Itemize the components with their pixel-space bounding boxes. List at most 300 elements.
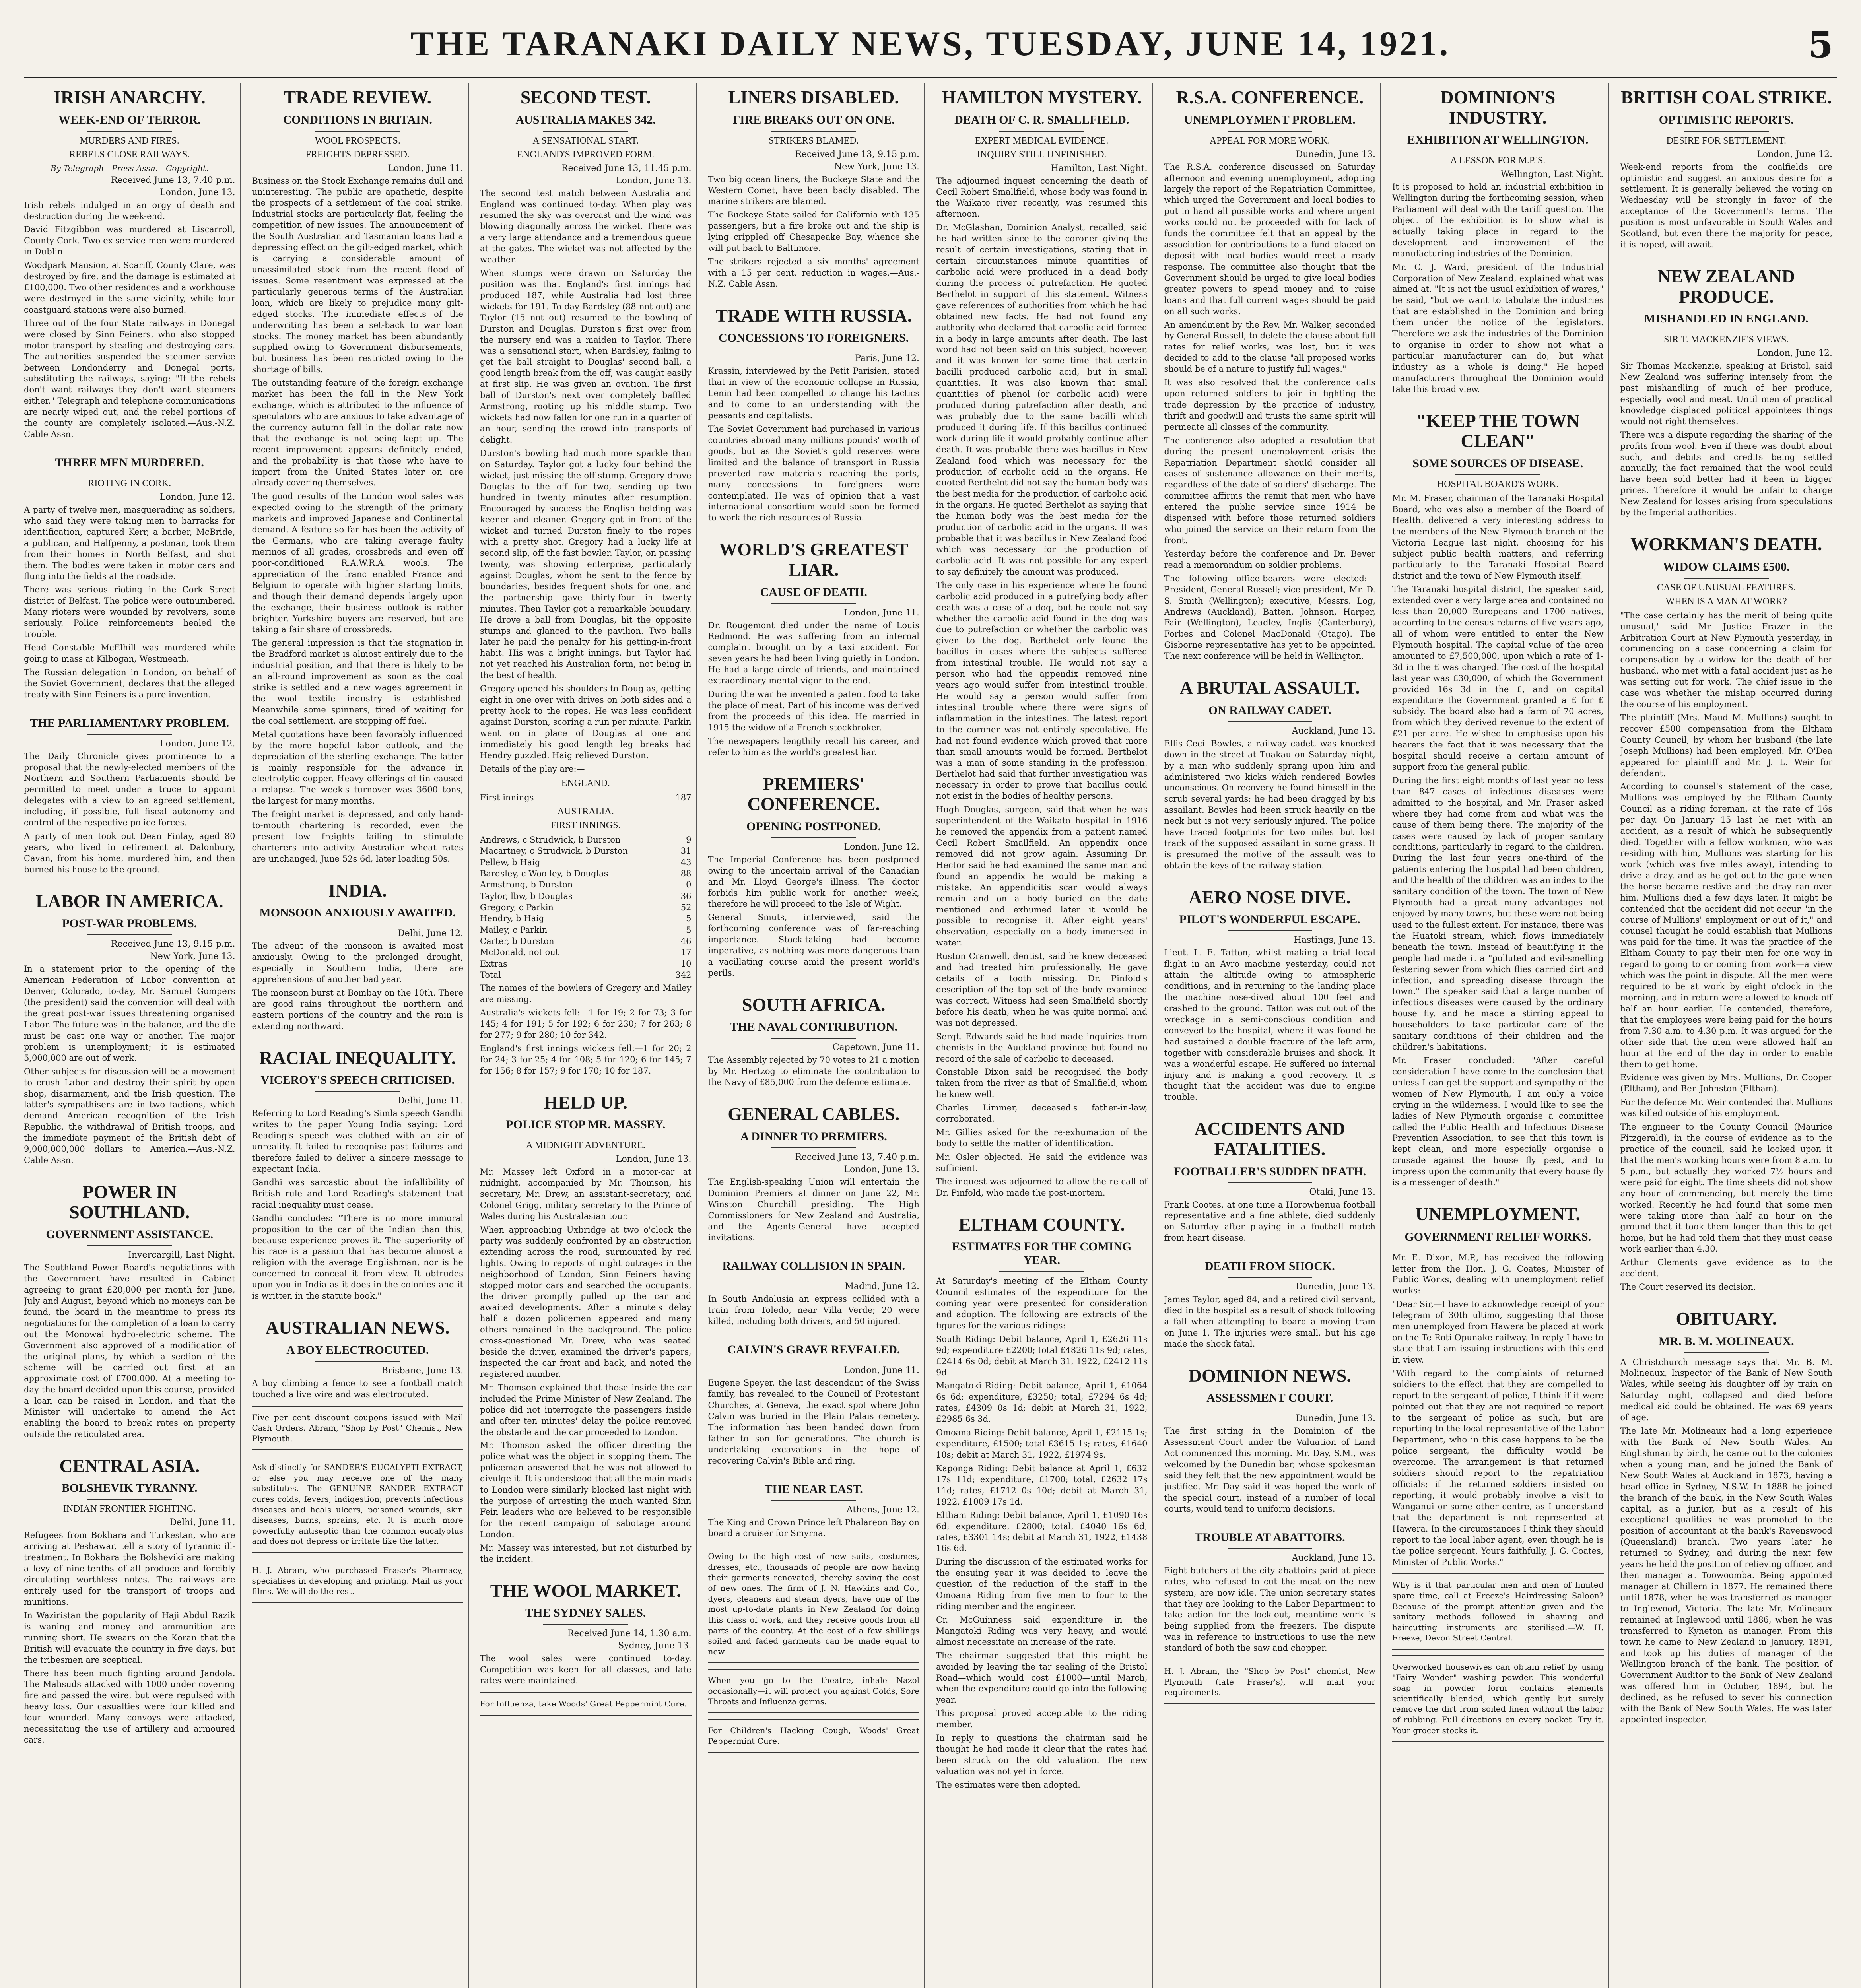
scorecard-row bbox=[480, 891, 692, 902]
body-paragraph: A boy climbing a fence to see a football match touched a live wire and was electrocuted. bbox=[252, 1378, 463, 1399]
news-story bbox=[936, 87, 1148, 1199]
story-subheadline: ASSESSMENT COURT. bbox=[1206, 1391, 1333, 1405]
dateline: London, June 12. bbox=[1757, 149, 1832, 159]
story-subheadline: OPENING POSTPONED. bbox=[746, 819, 881, 833]
story-headline: SECOND TEST. bbox=[520, 87, 651, 107]
body-paragraph: The monsoon burst at Bombay on the 10th. There are good rains throughout the northern and eastern portions of the country and the rain is extending northward. bbox=[252, 988, 463, 1031]
advertisement bbox=[1392, 1655, 1604, 1742]
body-paragraph: The estimates were then adopted. bbox=[936, 1780, 1080, 1790]
batsman-name: Andrews, c Strudwick, b Durston bbox=[480, 835, 621, 845]
news-story bbox=[1164, 1366, 1376, 1515]
advertisement-text: Owing to the high cost of new suits, costumes, dresses, etc., thousands of people are now having their garments renovated, thereby saving the cost of new ones. The firm of J. N. Hawkins and Co., dyers, cleaners and steam dyers, have one of the most up-to-date plants in New Zealand for doing this class of work, and they receive goods from all parts of the country. At the cost of a few shillings soiled and faded garments can be made equal to new. bbox=[708, 1551, 919, 1656]
body-paragraph: The strikers rejected a six months' agreement with a 15 per cent. reduction in wages.—Aus.-N.Z. Cable Assn. bbox=[708, 257, 919, 289]
byline: By Telegraph—Press Assn.—Copyright. bbox=[50, 163, 209, 173]
body-paragraph: A Christchurch message says that Mr. B. M. Molineaux, Inspector of the Bank of New South Wales, while seeing his daughter off by train on Saturday night, collapsed and died before medical aid could be obtained. He was 69 years of age. bbox=[1620, 1357, 1832, 1423]
dateline: Hamilton, Last Night. bbox=[1051, 163, 1148, 173]
news-story bbox=[1164, 678, 1376, 872]
batsman-score: 5 bbox=[686, 914, 692, 924]
story-headline: INDIA. bbox=[328, 880, 387, 901]
scorecard-row bbox=[480, 857, 692, 868]
news-story bbox=[252, 1048, 464, 1302]
divider-rule bbox=[999, 1271, 1084, 1272]
news-story bbox=[1620, 266, 1833, 518]
batsman-score: 0 bbox=[686, 880, 692, 890]
story-subheadline: VICEROY'S SPEECH CRITICISED. bbox=[260, 1074, 455, 1087]
dateline: Auckland, June 13. bbox=[1292, 726, 1375, 736]
news-column bbox=[1164, 83, 1381, 1988]
body-paragraph: According to counsel's statement of the case, Mullions was employed by the Eltham County Council as a riding foreman, at the rate of 16s per day. On January 15 last he met with an accident, as a result of which he subsequently died. Together with a fellow workman, who was residing with him, Mullions was starting for his work (which was five miles away), intending to drive a dray, and as he got out to the gate when the horse became restive and the dray ran over him. Mullions died a few days later. It might be contended that the accident did not occur "in the course of Mullions' employment or out of it," and counsel thought he could establish that Mullions was paid for the time. It was the practice of the Eltham County to pay their men for one way in regard to going to or coming from work—a view which was the point in dispute. All the men were required to be at work by eight o'clock in the morning, and in return were allowed to knock off half an hour earlier. He contended, therefore, that the employees were being paid for the hours from 7.30 a.m. to 4.30 p.m. It was argued for the other side that the men were allowed half an hour at the end of the day in order to enable them to get home. bbox=[1620, 782, 1832, 1069]
story-subheadline: CONCESSIONS TO FOREIGNERS. bbox=[719, 331, 909, 345]
advertisement bbox=[252, 1456, 464, 1553]
advertisement bbox=[708, 1545, 920, 1663]
story-subheadline: OPTIMISTIC REPORTS. bbox=[1659, 113, 1794, 126]
story-subheadline: GOVERNMENT ASSISTANCE. bbox=[46, 1228, 214, 1241]
total-label: Total bbox=[480, 970, 501, 980]
news-story bbox=[708, 1483, 920, 1753]
body-paragraph: There was a dispute regarding the sharing of the profits from wool. Even if there was doubt about such, and debits and credits being settled annually, the fact remained that the wool could have been sold better had it been in bigger prices. Therefore it would be unfair to charge New Zealand for losses arising from speculations by the Imperial authorities. bbox=[1620, 430, 1832, 518]
news-story bbox=[708, 1259, 920, 1327]
body-paragraph: Refugees from Bokhara and Turkestan, who are arriving at Peshawar, tell a story of tyrannic ill-treatment. In Bokhara the Bolsheviki are making a levy of nine-tenths of all produce and forcibly circulating worthless notes. The railways are entirely used for the transport of troops and munitions. bbox=[24, 1530, 235, 1607]
body-paragraph: The names of the bowlers of Gregory and Mailey are missing. bbox=[480, 983, 692, 1004]
body-paragraph: Omoana Riding: Debit balance, April 1, £2115 1s; expenditure, £1500; total £3615 1s; rates, £1640 10s; debit at March 31, 1922, £1974 9s. bbox=[936, 1428, 1148, 1460]
story-deck: A SENSATIONAL START. bbox=[532, 135, 639, 146]
story-subheadline: THE NEAR EAST. bbox=[764, 1482, 863, 1496]
body-paragraph: Mr. Thomson asked the officer directing the police what was the object in stopping them. The policeman answered that he was not allowed to divulge it. It is understood that all the main roads to London were similarly blocked last night with the purpose of arresting the much wanted Sinn Fein leaders who are believed to be responsible for the recent campaign of sabotage around London. bbox=[480, 1441, 692, 1539]
story-headline: HAMILTON MYSTERY. bbox=[942, 87, 1142, 107]
body-paragraph: Hugh Douglas, surgeon, said that when he was superintendent of the Waikato hospital in 1916 he removed the appendix from a patient named Cecil Robert Smallfield. An appendix once removed did not grow again. Assuming Dr. Hector said he had examined the same man and found an appendix he would be making a mistake. An appendicitis scar would always remain and on a body buried on the date mentioned and exhumed later it would be possible to recognise it. After eight years' observation, especially on a body immersed in water. bbox=[936, 805, 1148, 948]
received-line: Received June 13, 11.45 p.m. bbox=[561, 163, 692, 173]
received-line: Received June 14, 1.30 a.m. bbox=[567, 1629, 692, 1639]
batsman-name: Bardsley, c Woolley, b Douglas bbox=[480, 868, 608, 878]
story-subheadline: FOOTBALLER'S SUDDEN DEATH. bbox=[1173, 1165, 1366, 1178]
body-paragraph: The R.S.A. conference discussed on Saturday afternoon and evening unemployment, adopting largely the report of the Repatriation Committee, which urged the Government and local bodies to put in hand all possible works and where urgent works could not be proceeded with for lack of funds the committee felt that an appeal by the association for contributions to a fund placed on deposit with local bodies would meet a ready response. The committee also thought that the Government should be urged to give local bodies greater powers to spend money and to raise loans and that full current wages should be paid on all such works. bbox=[1164, 162, 1375, 316]
story-deck: APPEAL FOR MORE WORK. bbox=[1209, 135, 1330, 146]
body-paragraph: In Waziristan the popularity of Haji Abdul Razik is waning and money and ammunition are running short. He swears on the Koran that the British will evacuate the country in five days, but the tribesmen are sceptical. bbox=[24, 1610, 235, 1665]
body-paragraph: During the discussion of the estimated works for the ensuing year it was decided to leave the question of the reduction of the staff in the Omoana Riding from five men to four to the riding member and the engineer. bbox=[936, 1557, 1148, 1611]
advertisement bbox=[1392, 1573, 1604, 1650]
body-paragraph: Mr. Massey was interested, but not disturbed by the incident. bbox=[480, 1543, 692, 1564]
batsman-name: Armstrong, b Durston bbox=[480, 880, 573, 890]
body-paragraph: "The case certainly has the merit of being quite unusual," said Mr. Justice Frazer in the Arbitration Court at New Plymouth yesterday, in commencing on a case concerning a claim for compensation by a widow for the death of her husband, who met with a fatal accident just as he was setting out for work. The chief issue in the case was whether the mishap occurred during the course of his employment. bbox=[1620, 610, 1832, 709]
divider-rule bbox=[543, 1624, 628, 1625]
story-subheadline: THE NAVAL CONTRIBUTION. bbox=[730, 1020, 897, 1034]
news-story bbox=[708, 540, 920, 758]
scorecard-row bbox=[480, 845, 692, 856]
news-story bbox=[480, 87, 692, 1077]
body-paragraph: Woodpark Mansion, at Scariff, County Clare, was destroyed by fire, and the damage is estimated at £100,000. Two other residences and a workhouse were destroyed in the same vicinity, while four coastguard stations were also burned. bbox=[24, 260, 235, 315]
story-headline: OBITUARY. bbox=[1676, 1308, 1777, 1329]
body-paragraph: An amendment by the Rev. Mr. Walker, seconded by General Russell, to delete the clause about full rates for relief works, was lost, but it was decided to add to the clause "all proposed works should be of a nature to justify full wages." bbox=[1164, 320, 1375, 374]
story-subheadline: WIDOW CLAIMS £500. bbox=[1663, 560, 1790, 573]
batsman-name: McDonald, not out bbox=[480, 947, 559, 957]
body-paragraph: When stumps were drawn on Saturday the position was that England's first innings had produced 187, while Australia had lost three wickets for 191. To-day Bardsley (88 not out) and Taylor (15 not out) resumed to the bowling of Durston and Douglas. Durston's first over from the nursery end was a maiden to Taylor. There was a sensational start, when Bardsley, failing to get the ball straight to Douglas' second ball, a good length break from the off, was caught easily at first slip. He was given an ovation. The first ball of Durston's next over completely baffled Armstrong, rooting up his middle stump. Two wickets had now fallen for one run in a quarter of an hour, sending the crowd into transports of delight. bbox=[480, 268, 692, 445]
body-paragraph: Australia's wickets fell:—1 for 19; 2 for 73; 3 for 145; 4 for 191; 5 for 192; 6 for 230; 7 for 263; 8 for 277; 9 for 280; 10 for 342. bbox=[480, 1008, 692, 1040]
batsman-score: 17 bbox=[680, 947, 692, 957]
divider-rule bbox=[87, 1499, 172, 1500]
story-headline: HELD UP. bbox=[544, 1092, 627, 1112]
batsman-score: 46 bbox=[680, 936, 692, 946]
news-story bbox=[24, 1456, 235, 1746]
batsman-name: Mailey, c Parkin bbox=[480, 925, 548, 935]
body-paragraph: It is proposed to hold an industrial exhibition in Wellington during the forthcoming session, when Parliament will deal with the tariff question. The object of the exhibition is to show what is actually taking place in regard to the development and improvement of the manufacturing industries of the Dominion. bbox=[1392, 182, 1604, 258]
story-deck: ENGLAND'S IMPROVED FORM. bbox=[517, 149, 655, 160]
masthead bbox=[24, 12, 1837, 78]
news-story bbox=[480, 1581, 692, 1716]
story-headline: GENERAL CABLES. bbox=[728, 1104, 900, 1124]
body-paragraph: The English-speaking Union will entertain the Dominion Premiers at dinner on June 22, Mr. Winston Churchill presiding. The High Commissioners for New Zealand and Australia, and the Agents-General have accepted invitations. bbox=[708, 1177, 919, 1242]
news-story bbox=[1392, 411, 1604, 1188]
divider-rule bbox=[1228, 721, 1312, 722]
dateline: Hastings, June 13. bbox=[1294, 935, 1375, 945]
received-line: Received June 13, 9.15 p.m. bbox=[111, 939, 235, 949]
body-paragraph: Eugene Speyer, the last descendant of the Swiss family, has revealed to the Council of Protestant Churches, at Geneva, the exact spot where John Calvin was buried in the Plain Palais cemetery. The information has been handed down from father to son for generations. The church is undertaking excavations in the hope of recovering Calvin's Bible and ring. bbox=[708, 1378, 919, 1466]
body-paragraph: There was serious rioting in the Cork Street district of Belfast. The police were outnumbered. Many rioters were wounded by revolvers, some seriously. Police reinforcements healed the trouble. bbox=[24, 585, 235, 639]
news-story bbox=[1164, 1260, 1376, 1350]
story-deck: INQUIRY STILL UNFINISHED. bbox=[977, 149, 1107, 160]
body-paragraph: Metal quotations have been favorably influenced by the more hopeful labor outlook, and the depreciation of the sterling exchange. The latter is mainly responsible for the advance in electrolytic copper. Heavy offerings of tin caused a relapse. The week's turnover was 3600 tons, the largest for many months. bbox=[252, 729, 463, 806]
news-story bbox=[708, 995, 920, 1088]
body-paragraph: Mr. C. J. Ward, president of the Industrial Corporation of New Zealand, explained what was aimed at. "It is not the usual exhibition of wares," he said, "but we want to tabulate the industries that are established in the Dominion and bring them under the notice of the legislators. Therefore we ask the industries of the Dominion to organise in order to show not what a particular manufacturer can do, but what industry as a whole is doing." He hoped manufacturers throughout the Dominion would take this broad view. bbox=[1392, 262, 1604, 394]
story-headline: BRITISH COAL STRIKE. bbox=[1621, 87, 1832, 107]
scorecard-row bbox=[480, 792, 692, 803]
divider-rule bbox=[87, 934, 172, 935]
news-story bbox=[252, 1318, 464, 1603]
divider-rule bbox=[87, 734, 172, 735]
dateline: Delhi, June 11. bbox=[397, 1096, 463, 1106]
body-paragraph: The Taranaki hospital district, the speaker said, extended over a very large area and contained no less than 20,000 Europeans and 1700 natives, according to the census returns of five years ago, all of whom were entitled to enter the New Plymouth hospital. The capital value of the area amounted to £7,500,000, upon which a rate of 1-3d in the £ was charged. The cost of the hospital last year was £30,000, of which the Government provided 16s 3d in the £, and on capital expenditure the Government granted a £ for £ subsidy. The board also had a farm of 70 acres, from which they derived revenue to the extent of £21 per acre. He wished to emphasise upon his hearers the fact that it was necessary that the hospital should receive a certain amount of support from the general public. bbox=[1392, 584, 1604, 772]
batsman-score: 43 bbox=[680, 857, 692, 867]
scorecard-row bbox=[480, 936, 692, 947]
body-paragraph: Eltham Riding: Debit balance, April 1, £1090 16s 6d; expenditure, £2800; total, £4040 16s 6d; rates, £3301 14s; debit at March 31, 1922, £1438 16s 6d. bbox=[936, 1510, 1148, 1553]
divider-rule bbox=[1455, 474, 1540, 475]
dateline: Madrid, June 12. bbox=[845, 1281, 919, 1292]
divider-rule bbox=[771, 131, 856, 132]
scorecard-row bbox=[480, 879, 692, 890]
body-paragraph: Referring to Lord Reading's Simla speech Gandhi writes to the paper Young India saying: Lord Reading's speech was clothed with an air of unreality. It failed to recognise past failures and therefore failed to deliver a sincere message to expectant India. bbox=[252, 1109, 463, 1174]
body-paragraph: The freight market is depressed, and only hand-to-mouth chartering is recorded, even the present low freights failing to stimulate charterers into activity. Australian wheat rates are unchanged, June 52s 6d, later loading 50s. bbox=[252, 810, 463, 864]
divider-rule bbox=[315, 1091, 400, 1092]
body-paragraph: The late Mr. Molineaux had a long experience with the Bank of New South Wales. An Englishman by birth, he came out to the colonies when a young man, and he joined the Bank of New South Wales at Auckland in 1873, having a head office in Sydney, N.S.W. In 1888 he joined the branch of the bank, in the New South Wales capital, as a junior, but as a result of his exceptional qualities he was promoted to the position of accountant at the bank's Ravenswood (Queensland) branch. Two years later he returned to Sydney, and during the next few years he held the position of relieving officer, and then manager at Toowoomba. Being appointed manager at Chillern in 1877. He remained there until 1878, when he was transferred as manager to Inglewood, Victoria. The late Mr. Molineaux remained at Inglewood until 1886, when he was transferred to Kyneton as manager. From this town he came to New Zealand in January, 1891, and took up his duties of manager of the Wellington branch of the bank. The position of Government Auditor to the Bank of New Zealand was offered him in October, 1894, but he declined, as he refused to sever his connection with the Bank of New South Wales. He was later appointed inspector. bbox=[1620, 1426, 1832, 1725]
body-paragraph: The Buckeye State sailed for California with 135 passengers, but a fire broke out and the ship is lying crippled off Chesapeake Bay, whence she will put back to Baltimore. bbox=[708, 210, 919, 253]
body-paragraph: It was also resolved that the conference calls upon returned soldiers to join in fighting the trade depression by the practice of industry, thrift and goodwill and trusts the same spirit will permeate all classes of the community. bbox=[1164, 378, 1375, 432]
batsman-score: 36 bbox=[680, 891, 692, 901]
story-subheadline: ESTIMATES FOR THE COMING YEAR. bbox=[952, 1240, 1132, 1267]
story-deck: CASE OF UNUSUAL FEATURES. bbox=[1657, 582, 1796, 593]
dateline: London, June 12. bbox=[844, 842, 919, 852]
body-paragraph: Gregory opened his shoulders to Douglas, getting eight in one over with drives on both sides and a pretty hook to the ropes. He was less confident against Durston, scoring a run per minute. Parkin went on in place of Douglas at one and immediately his good length leg breaks had Hendry puzzled. Haig relieved Durston. bbox=[480, 684, 692, 760]
body-paragraph: Sergt. Edwards said he had made inquiries from chemists in the Auckland province but found no record of the sale of carbolic to deceased. bbox=[936, 1031, 1148, 1064]
news-story bbox=[24, 1182, 235, 1440]
divider-rule bbox=[1684, 131, 1769, 132]
story-headline: WORLD'S GREATEST LIAR. bbox=[719, 539, 909, 580]
story-headline: DOMINION'S INDUSTRY. bbox=[1440, 87, 1556, 128]
body-paragraph: For the defence Mr. Weir contended that Mullions was killed outside of his employment. bbox=[1620, 1097, 1832, 1118]
received-line: Received June 13, 7.40 p.m. bbox=[111, 175, 235, 185]
story-headline: "KEEP THE TOWN CLEAN" bbox=[1416, 410, 1580, 451]
body-paragraph: In South Andalusia an express collided with a train from Toledo, near Villa Verde; 20 were killed, including both drivers, and 50 injured. bbox=[708, 1294, 919, 1326]
story-subheadline: A DINNER TO PREMIERS. bbox=[740, 1130, 887, 1143]
body-paragraph: Mr. Osler objected. He said the evidence was sufficient. bbox=[936, 1152, 1148, 1173]
news-story bbox=[1620, 87, 1833, 250]
news-story bbox=[1392, 87, 1604, 395]
dateline: Capetown, June 11. bbox=[832, 1043, 919, 1053]
body-paragraph: The Soviet Government had purchased in various countries abroad many millions pounds' worth of goods, but as the Soviet's gold reserves were limited and the balance of transport in Russia prevented raw materials reaching the ports, many concessions to foreigners were contemplated. He was of opinion that a vast international consortium would soon be formed to work the rich resources of Russia. bbox=[708, 424, 919, 523]
body-paragraph: The chairman suggested that this might be avoided by leaving the tar sealing of the Bristol Road—which would cost £1000—until March, when the expenditure could go into the following year. bbox=[936, 1650, 1148, 1705]
divider-rule bbox=[1228, 930, 1312, 931]
body-paragraph: Evidence was given by Mrs. Mullions, Dr. Cooper (Eltham), and Ben Johnston (Eltham). bbox=[1620, 1073, 1832, 1094]
advertisement bbox=[480, 1692, 692, 1716]
body-paragraph: "With regard to the complaints of returned soldiers to the effect that they are compelled to report to the sergeant of police, I think if it were pointed out that they are not required to report to the sergeant of police as such, but are reporting to the local representative of the Labor Department, who in this case happens to be the police sergeant, the difficulty would be overcome. The arrangement is that returned soldiers should report to the repatriation officials; if the returned soldiers insisted on reporting, it would probably involve a visit to Wanganui or some other centre, as I understand that the department is not represented at Hawera. In the circumstances I think they should report to the local labor agent, even though he is the police sergeant. Yours faithfully, J. G. Coates, Minister of Public Works." bbox=[1392, 1368, 1604, 1567]
dateline: Sydney, June 13. bbox=[618, 1641, 692, 1651]
body-paragraph: The plaintiff (Mrs. Maud M. Mullions) sought to recover £500 compensation from the Eltham County Council, by whom her husband (the late Joseph Mullions) had been employed. Mr. O'Dea appeared for plaintiff and Mr. J. L. Weir for defendant. bbox=[1620, 712, 1832, 778]
body-paragraph: South Riding: Debit balance, April 1, £2626 11s 9d; expenditure £2200; total £4826 11s 9d; rates, £2414 6s 0d; debit at March 31, 1922, £2412 11s 9d. bbox=[936, 1334, 1148, 1377]
advertisement bbox=[708, 1719, 920, 1753]
body-paragraph: There has been much fighting around Jandola. The Mahsuds attacked with 1000 under covering fire and passed the wire, but were repulsed with heavy loss. Our casualties were four killed and four wounded. Many convoys were attacked, necessitating the use of artillery and armoured cars. bbox=[24, 1668, 235, 1745]
body-paragraph: Arthur Clements gave evidence as to the accident. bbox=[1620, 1258, 1832, 1279]
dateline: Paris, June 12. bbox=[855, 353, 919, 364]
story-subheadline: SOME SOURCES OF DISEASE. bbox=[1412, 456, 1583, 470]
scorecard-team: AUSTRALIA. bbox=[557, 806, 614, 817]
story-headline: ACCIDENTS AND FATALITIES. bbox=[1194, 1118, 1346, 1159]
news-column bbox=[252, 83, 469, 1988]
body-paragraph: The good results of the London wool sales was expected owing to the strength of the primary markets and improved Japanese and Continental demand. A feature so far has been the activity of the Germans, who are taking average faulty merinos of all grades, crossbreds and even off poor-conditioned R.A.W.R.A. wools. The appreciation of the franc enabled France and Belgium to operate with higher starting limits, and though their demand depends largely upon the exchange, their business outlook is rather brighter. Yorkshire buyers are reserved, but are taking a fair share of crossbreds. bbox=[252, 491, 463, 635]
story-headline: UNEMPLOYMENT. bbox=[1415, 1204, 1580, 1225]
body-paragraph: Mr. E. Dixon, M.P., has received the following letter from the Hon. J. G. Coates, Minister of Public Works, dealing with unemployment relief works: bbox=[1392, 1252, 1604, 1296]
newspaper-title: THE TARANAKI DAILY NEWS, TUESDAY, JUNE 14, 1921. bbox=[410, 24, 1451, 63]
page-number: 5 bbox=[1808, 24, 1833, 66]
news-story bbox=[1620, 1309, 1833, 1726]
dateline: London, June 12. bbox=[1757, 348, 1832, 359]
batsman-score: 9 bbox=[686, 835, 692, 845]
divider-rule bbox=[87, 1245, 172, 1246]
story-headline: IRISH ANARCHY. bbox=[53, 87, 206, 107]
body-paragraph: Gandhi was sarcastic about the infallibility of British rule and Lord Reading's statement that racial inequality must cease. bbox=[252, 1177, 463, 1209]
body-paragraph: Three out of the four State railways in Donegal were closed by Sinn Feiners, who also stopped motor transport by stealing and destroying cars. The authorities suspended the steamer service between Londonderry and Donegal ports, substituting the railways, saying: "If the rebels don't want railways they don't want steamers either." Telegraph and telephone communications are nearly wiped out, and the rebel portions of the county are completely isolated.—Aus.-N.Z. Cable Assn. bbox=[24, 318, 235, 439]
body-paragraph: Mr. Massey left Oxford in a motor-car at midnight, accompanied by Mr. Thomson, his secretary, Mr. Drew, an assistant-secretary, and Colonel Grigg, military secretary to the Prince of Wales during his Australasian tour. bbox=[480, 1167, 692, 1221]
story-subheadline: MONSOON ANXIOUSLY AWAITED. bbox=[259, 906, 456, 920]
batsman-name: Hendry, b Haig bbox=[480, 914, 544, 924]
story-subheadline: MISHANDLED IN ENGLAND. bbox=[1644, 312, 1809, 326]
body-paragraph: Sir Thomas Mackenzie, speaking at Bristol, said New Zealand was suffering intensely from the past mishandling of much of her produce, especially wool and meat. Until men of practical knowledge displaced political appointees things would not right themselves. bbox=[1620, 361, 1832, 426]
body-paragraph: In a statement prior to the opening of the American Federation of Labor convention at Denver, Colorado, to-day, Mr. Samuel Gompers (the president) said the convention will deal with the great post-war issues threatening organised Labor. The future was in the balance, and the die must be cast one way or another. The major problem is unemployment; it is estimated 5,000,000 are out of work. bbox=[24, 964, 235, 1063]
body-paragraph: Durston's bowling had much more sparkle than on Saturday. Taylor got a lucky four behind the wicket, just missing the off stump. Gregory drove Douglas to the off for two, sending up two hundred in twenty minutes after resumption. Encouraged by success the English fielding was keener and cleaner. Gregory got in front of the wicket and turned Durston finely to the ropes with a pretty shot. Gregory had a lucky life at second slip, off the fast bowler. Taylor, on passing twenty, was showing enterprise, particularly against Douglas, whom he sent to the fence by boundaries, besides frequent shots for one, and the partnership gave thirty-four in twenty minutes. Then Taylor got a remarkable boundary. He drove a ball from Douglas, hit the opposite stumps and glanced to the pavilion. Two balls later he paid the penalty for his getting-in-front habit. His was a bright innings, but Taylor had not yet reached his Australian form, not being in the best of health. bbox=[480, 448, 692, 680]
body-paragraph: The only case in his experience where he found carbolic acid produced in a putrefying body after death was a case of a dog, but he could not say whether the carbolic acid found in the dog was due to putrefaction or whether the carbolic was given to the dog. Berthelot only found the bacillus in cases where the subjects suffered from intestinal trouble. He would not say a person who had the appendix removed nine years ago would suffer from intestinal trouble. He would say a person would suffer from intestinal trouble where there were signs of inflammation in the intestines. The latest report to the coroner was not entirely speculative. He had not found evidence which proved that more than small amounts would be formed. Berthelot was a man of some standing in the profession. Berthelot had said that further investigation was necessary in order to prove that bacillus could not exist in the bodies of healthy persons. bbox=[936, 580, 1148, 801]
story-headline: RACIAL INEQUALITY. bbox=[259, 1047, 456, 1068]
body-paragraph: "Dear Sir,—I have to acknowledge receipt of your telegram of 30th ultimo, suggesting that those men unemployed from Hawera be placed at work on the Te Roti-Opunake railway. In reply I have to state that I am issuing instructions with this end in view. bbox=[1392, 1299, 1604, 1365]
story-deck: FREIGHTS DEPRESSED. bbox=[305, 149, 410, 160]
body-paragraph: The Southland Power Board's negotiations with the Government have resulted in Cabinet agreeing to grant £20,000 per month for June, July and August, beyond which no moneys can be found, the board in the meantime to press its negotiations for the completion of a loan to carry out the Monowai hydro-electric scheme. The Government also approved of a modification of the original plans, by which a section of the scheme will be carried out first at an approximate cost of £700,000. At a meeting to-day the board decided upon this course, provided a loan can be raised in London, and that the Minister will undertake to amend the Act enabling the board to break rates on property outside the reticulated area. bbox=[24, 1263, 235, 1439]
body-paragraph: Mr. Fraser concluded: "After careful consideration I have come to the conclusion that unless I can get the support and sympathy of the women of New Plymouth, I am only a voice crying in the wilderness. I would like to see the ladies of New Plymouth organise a committee called the Public Health and Infectious Disease Prevention Association, to see that this town is kept clean, and more especially organise a crusade against the house fly pest, and to impress upon the community that every house fly is a messenger of death." bbox=[1392, 1055, 1604, 1188]
batsman-name: Pellew, b Haig bbox=[480, 857, 540, 867]
story-deck: WHEN IS A MAN AT WORK? bbox=[1665, 596, 1787, 607]
story-headline: A BRUTAL ASSAULT. bbox=[1179, 678, 1360, 698]
story-headline: AERO NOSE DIVE. bbox=[1189, 887, 1351, 907]
dateline: Invercargill, Last Night. bbox=[128, 1250, 235, 1260]
advertisement-text: For Children's Hacking Cough, Woods' Great Peppermint Cure. bbox=[708, 1726, 919, 1746]
advertisement-text: Ask distinctly for SANDER'S EUCALYPTI EXTRACT, or else you may receive one of the many substitutes. The GENUINE SANDER EXTRACT cures colds, fevers, indigestion; prevents infectious diseases and heals ulcers, poisoned wounds, skin diseases, burns, sprains, etc. It is much more powerfully antiseptic than the common eucalyptus and does not depress or irritate like the latter. bbox=[252, 1462, 463, 1546]
story-subheadline: FIRE BREAKS OUT ON ONE. bbox=[732, 113, 895, 126]
body-paragraph: Gandhi concludes: "There is no more immoral proposition to the car of the Indian than this, because experience proves it. The superiority of his race is a passion that has become almost a religion with the average Englishman, nor is he concerned to conceal it from view. It obtrudes upon you in India as it does in the colonies and it is written in the statute book." bbox=[252, 1213, 463, 1301]
story-headline: NEW ZEALAND PRODUCE. bbox=[1657, 266, 1795, 307]
story-subheadline: THE PARLIAMENTARY PROBLEM. bbox=[30, 716, 229, 730]
body-paragraph: Mangatoki Riding: Debit balance, April 1, £1064 6s 6d; expenditure, £3250; total, £7294 6s 4d; rates, £4309 0s 1d; debit at March 31, 1922, £2985 6s 3d. bbox=[936, 1381, 1148, 1424]
divider-rule bbox=[771, 1038, 856, 1039]
story-subheadline: UNEMPLOYMENT PROBLEM. bbox=[1184, 113, 1356, 126]
batsman-name: Macartney, c Strudwick, b Durston bbox=[480, 846, 628, 856]
advertisement-text: Five per cent discount coupons issued with Mail Cash Orders. Abram, "Shop by Post" Chemist, New Plymouth. bbox=[252, 1412, 463, 1443]
story-headline: ELTHAM COUNTY. bbox=[958, 1214, 1125, 1235]
advertisement-text: H. J. Abram, who purchased Fraser's Pharmacy, specialises in developing and printing. Mail us your films. We will do the rest. bbox=[252, 1565, 463, 1596]
dateline: New York, June 13. bbox=[150, 951, 235, 962]
story-headline: R.S.A. CONFERENCE. bbox=[1176, 87, 1364, 107]
batsman-name: Carter, b Durston bbox=[480, 936, 554, 946]
body-paragraph: England's first innings wickets fell:—1 for 20; 2 for 24; 3 for 25; 4 for 108; 5 for 120; 6 for 145; 7 for 156; 8 for 157; 9 for 170; 10 for 187. bbox=[480, 1043, 692, 1076]
story-deck: RIOTING IN CORK. bbox=[88, 478, 171, 489]
scorecard-row bbox=[480, 868, 692, 879]
story-deck: A LESSON FOR M.P.'S. bbox=[1450, 155, 1546, 166]
body-paragraph: The following office-bearers were elected:—President, General Russell; vice-president, Mr. D. S. Smith (Wellington); executive, Messrs. Log, Andrews (Auckland), Batten, Johnson, Harper, Fair (Wellington), Leadley, Inglis (Canterbury), Forbes and Colonel MacDonald (Otago). The Gisborne representative has yet to be appointed. The next conference will be held in Wellington. bbox=[1164, 573, 1375, 661]
body-paragraph: Krassin, interviewed by the Petit Parisien, stated that in view of the economic collapse in Russia, Lenin had been compelled to change his tactics and to come to an understanding with the peasants and capitalists. bbox=[708, 366, 919, 421]
body-paragraph: The advent of the monsoon is awaited most anxiously. Owing to the prolonged drought, especially in Southern India, there are apprehensions of another bad year. bbox=[252, 941, 463, 984]
story-headline: AUSTRALIAN NEWS. bbox=[265, 1317, 450, 1338]
body-paragraph: James Taylor, aged 84, and a retired civil servant, died in the hospital as a result of shock following a fall when attempting to board a moving tram on June 1. The injuries were small, but his age made the shock fatal. bbox=[1164, 1295, 1375, 1349]
body-paragraph: The adjourned inquest concerning the death of Cecil Robert Smallfield, whose body was found in the Waikato river recently, was resumed this afternoon. bbox=[936, 176, 1148, 219]
dateline: London, June 13. bbox=[844, 1164, 919, 1175]
story-headline: POWER IN SOUTHLAND. bbox=[69, 1181, 190, 1222]
story-deck: EXPERT MEDICAL EVIDENCE. bbox=[975, 135, 1109, 146]
body-paragraph: The first sitting in the Dominion of the Assessment Court under the Valuation of Land Act commenced this morning. Mr. Day, S.M., was welcomed by the Dunedin bar, whose spokesman said they felt that the new appointment would be justified. Mr. Day said it was hoped the work of the special court, instead of a number of local courts, would tend to uniform decisions. bbox=[1164, 1426, 1375, 1514]
news-columns bbox=[24, 83, 1837, 1988]
news-story bbox=[1164, 1531, 1376, 1704]
news-story bbox=[936, 1215, 1148, 1791]
story-subheadline: CONDITIONS IN BRITAIN. bbox=[283, 113, 432, 126]
story-subheadline: ON RAILWAY CADET. bbox=[1208, 703, 1331, 717]
scorecard-innings: FIRST INNINGS. bbox=[550, 820, 621, 831]
batsman-name: Extras bbox=[480, 959, 507, 969]
news-column bbox=[480, 83, 697, 1988]
dateline: Otaki, June 13. bbox=[1309, 1187, 1375, 1197]
body-paragraph: The Assembly rejected by 70 votes to 21 a motion by Mr. Hertzog to eliminate the contribution to the Navy of £85,000 from the defence estimate. bbox=[708, 1055, 919, 1087]
scorecard-row bbox=[480, 902, 692, 913]
body-paragraph: Yesterday before the conference and Dr. Bever read a memorandum on soldier problems. bbox=[1164, 549, 1375, 570]
batsman-score: 5 bbox=[686, 925, 692, 935]
divider-rule bbox=[999, 131, 1084, 132]
dateline: Wellington, Last Night. bbox=[1500, 169, 1604, 180]
divider-rule bbox=[87, 131, 172, 132]
advertisement bbox=[1164, 1660, 1376, 1704]
advertisement-text: For Influenza, take Woods' Great Peppermint Cure. bbox=[480, 1699, 687, 1708]
news-story bbox=[708, 774, 920, 979]
advertisement bbox=[252, 1559, 464, 1603]
news-story bbox=[24, 716, 235, 876]
news-story bbox=[1164, 1119, 1376, 1244]
batsman-name: First innings bbox=[480, 792, 534, 802]
body-paragraph: Charles Limmer, deceased's father-in-law, corroborated. bbox=[936, 1103, 1148, 1124]
story-deck: WOOL PROSPECTS. bbox=[315, 135, 400, 146]
body-paragraph: The Russian delegation in London, on behalf of the Soviet Government, declares that the alleged treaty with Sinn Feiners is a pure invention. bbox=[24, 667, 235, 699]
news-column bbox=[936, 83, 1153, 1988]
body-paragraph: Irish rebels indulged in an orgy of death and destruction during the week-end. bbox=[24, 200, 235, 221]
body-paragraph: Cr. McGuinness said expenditure in the Mangatoki Riding was very heavy, and would almost necessitate an increase of the rate. bbox=[936, 1615, 1148, 1647]
advertisement bbox=[708, 1669, 920, 1713]
news-story bbox=[1620, 534, 1833, 1293]
body-paragraph: During the war he invented a patent food to take the place of meat. Part of his income was derived from the proceeds of this idea. He married in 1915 the widow of a French stockbroker. bbox=[708, 689, 919, 732]
divider-rule bbox=[771, 1147, 856, 1148]
body-paragraph: Ellis Cecil Bowles, a railway cadet, was knocked down in the street at Tuakau on Saturday night, by a man who suddenly sprang upon him and administered two kicks which rendered Bowles unconscious. On recovery he found himself in the scrub several yards; he had been dragged by his assailant. Bowles had been struck heavily on the neck but is not very seriously injured. The police have traced footprints for two miles but lost track of the supposed assailant in some grass. It is presumed the motive of the assault was to obtain the keys of the railway station. bbox=[1164, 738, 1375, 870]
news-story bbox=[708, 87, 920, 290]
news-story bbox=[24, 456, 235, 701]
body-paragraph: The Court reserved its decision. bbox=[1620, 1282, 1756, 1292]
dateline: London, June 11. bbox=[844, 1365, 919, 1376]
dateline: London, June 13. bbox=[616, 175, 692, 186]
body-paragraph: Business on the Stock Exchange remains dull and uninteresting. The public are apathetic, despite the prospects of a settlement of the coal strike. Industrial stocks are particularly flat, feeling the competition of new issues. The announcement of the South Australian and Tasmanian loans had a depressing effect on the gilt-edged market, which is carrying a considerable amount of unassimilated stock from the recent flood of issues. Some resentment was expressed at the particularly generous terms of the Australian loan, which are likely to prejudice many gilt-edged stocks. The immediate effects of the underwriting has been a set-back to war loan stocks. The money market has been abundantly supplied owing to Government disbursements, but business has been restricted owing to the shortage of bills. bbox=[252, 176, 463, 375]
dateline: New York, June 13. bbox=[834, 161, 919, 172]
body-paragraph: Week-end reports from the coalfields are optimistic and suggest an anxious desire for a settlement. It is generally believed the voting on Wednesday will be strongly in favor of the acceptance of the Government's terms. The position is most unfavorable in South Wales and Scotland, but even there the majority for peace, it is hoped, will await. bbox=[1620, 162, 1832, 250]
body-paragraph: The wool sales were continued to-day. Competition was keen for all classes, and late rates were maintained. bbox=[480, 1654, 692, 1686]
scorecard-team: ENGLAND. bbox=[561, 778, 610, 788]
news-story bbox=[708, 306, 920, 524]
news-story bbox=[480, 1093, 692, 1565]
body-paragraph: The Daily Chronicle gives prominence to a proposal that the newly-elected members of the Northern and Southern Parliaments should be permitted to meet under a truce to appoint delegates with a view to an agreed settlement, including, if possible, full fiscal autonomy and control of the respective police forces. bbox=[24, 751, 235, 828]
news-story bbox=[252, 87, 464, 865]
news-story bbox=[1392, 1204, 1604, 1742]
scorecard-row bbox=[480, 958, 692, 969]
advertisement-text: When you go to the theatre, inhale Nazol occasionally—it will protect you against Colds, Sore Throats and Influenza germs. bbox=[708, 1675, 919, 1706]
story-deck: MURDERS AND FIRES. bbox=[80, 135, 179, 146]
story-subheadline: AUSTRALIA MAKES 342. bbox=[515, 113, 656, 126]
news-story bbox=[24, 87, 235, 440]
batsman-score: 10 bbox=[680, 959, 692, 969]
divider-rule bbox=[1228, 131, 1312, 132]
story-headline: CENTRAL ASIA. bbox=[59, 1455, 200, 1476]
dateline: London, June 12. bbox=[159, 492, 235, 502]
story-subheadline: THE SYDNEY SALES. bbox=[525, 1606, 646, 1620]
story-headline: TRADE WITH RUSSIA. bbox=[715, 305, 912, 326]
advertisement bbox=[252, 1406, 464, 1450]
dateline: London, June 13. bbox=[616, 1154, 692, 1165]
body-paragraph: Head Constable McElhill was murdered while going to mass at Kilbogan, Westmeath. bbox=[24, 643, 235, 664]
dateline: Dunedin, June 13. bbox=[1296, 1413, 1375, 1424]
news-story bbox=[1164, 87, 1376, 662]
body-paragraph: Mr. Thomson explained that those inside the car included the Prime Minister of New Zealand. The police did not interrogate the passengers inside and after ten minutes' delay the police removed the obstacle and the car proceeded to London. bbox=[480, 1382, 692, 1437]
body-paragraph: The general impression is that the stagnation in the Bradford market is almost entirely due to the industrial position, and that there is likely to be an all-round improvement as soon as the coal strike is settled and a new wages agreement in the wool textile industry is established. Meanwhile some spinners, tired of waiting for the coal settlement, are stopping off fuel. bbox=[252, 638, 463, 726]
divider-rule bbox=[771, 837, 856, 838]
body-paragraph: A party of twelve men, masquerading as soldiers, who said they were taking men to barracks for identification, captured Kerr, a barber, McBride, a publican, and Halfpenny, a postman, took them from their homes in North Belfast, and shot them. The bodies were taken in motor cars and flung into the fields at the roadside. bbox=[24, 505, 235, 581]
story-deck: REBELS CLOSE RAILWAYS. bbox=[69, 149, 190, 160]
body-paragraph: The conference also adopted a resolution that during the present unemployment crisis the Repatriation Department should consider all cases of sustenance allowance on their merits, regardless of the date of soldiers' discharge. The committee affirms the remit that men who have entered the public service since 1914 be dispensed with before those returned soldiers who joined the service on their return from the front. bbox=[1164, 435, 1375, 546]
batsman-score: 187 bbox=[675, 792, 692, 802]
body-paragraph: The second test match between Australia and England was continued to-day. When play was resumed the sky was overcast and the wind was blowing diagonally across the wicket. There was a very large attendance and a tremendous queue at the gates. The wicket was not affected by the weather. bbox=[480, 188, 692, 265]
body-paragraph: Ruston Cranwell, dentist, said he knew deceased and had treated him professionally. He gave details of a tooth missing. Dr. Pinfold's description of the top set of the body examined was correct. Witness had seen Smallfield shortly before his death, when he was quite normal and was not depressed. bbox=[936, 951, 1148, 1028]
batsman-score: 52 bbox=[680, 902, 692, 912]
story-subheadline: TROUBLE AT ABATTOIRS. bbox=[1194, 1530, 1345, 1544]
body-paragraph: General Smuts, interviewed, said the forthcoming conference was of far-reaching importance. Stock-taking had become imperative, as nothing was more dangerous than a vacillating course amid the present world's perils. bbox=[708, 912, 919, 978]
batsman-score: 31 bbox=[680, 846, 692, 856]
news-story bbox=[1164, 887, 1376, 1103]
body-paragraph: Kaponga Riding: Debit balance at April 1, £632 17s 11d; expenditure, £1700; total, £2632 17s 11d; rates, £1712 0s 10d; debit at March 31, 1922, £1009 17s 1d. bbox=[936, 1463, 1148, 1507]
story-subheadline: POLICE STOP MR. MASSEY. bbox=[506, 1118, 666, 1132]
story-deck: DESIRE FOR SETTLEMENT. bbox=[1666, 135, 1787, 146]
body-paragraph: Constable Dixon said he recognised the body taken from the river as that of Smallfield, whom he knew well. bbox=[936, 1067, 1148, 1099]
story-deck: SIR T. MACKENZIE'S VIEWS. bbox=[1664, 334, 1789, 345]
news-column bbox=[1620, 83, 1838, 1988]
scorecard-row bbox=[480, 834, 692, 845]
advertisement-text: Why is it that particular men and men of limited spare time, call at Freeze's Hairdressing Saloon? Because of the prompt attention given and the sanitary methods followed in shaving and haircutting instruments are sterilised.—W. H. Freeze, Devon Street Central. bbox=[1392, 1580, 1604, 1643]
story-deck: A MIDNIGHT ADVENTURE. bbox=[526, 1140, 645, 1151]
received-line: Received June 13, 7.40 p.m. bbox=[795, 1152, 919, 1162]
divider-rule bbox=[1684, 578, 1769, 579]
story-subheadline: DEATH OF C. R. SMALLFIELD. bbox=[954, 113, 1129, 126]
